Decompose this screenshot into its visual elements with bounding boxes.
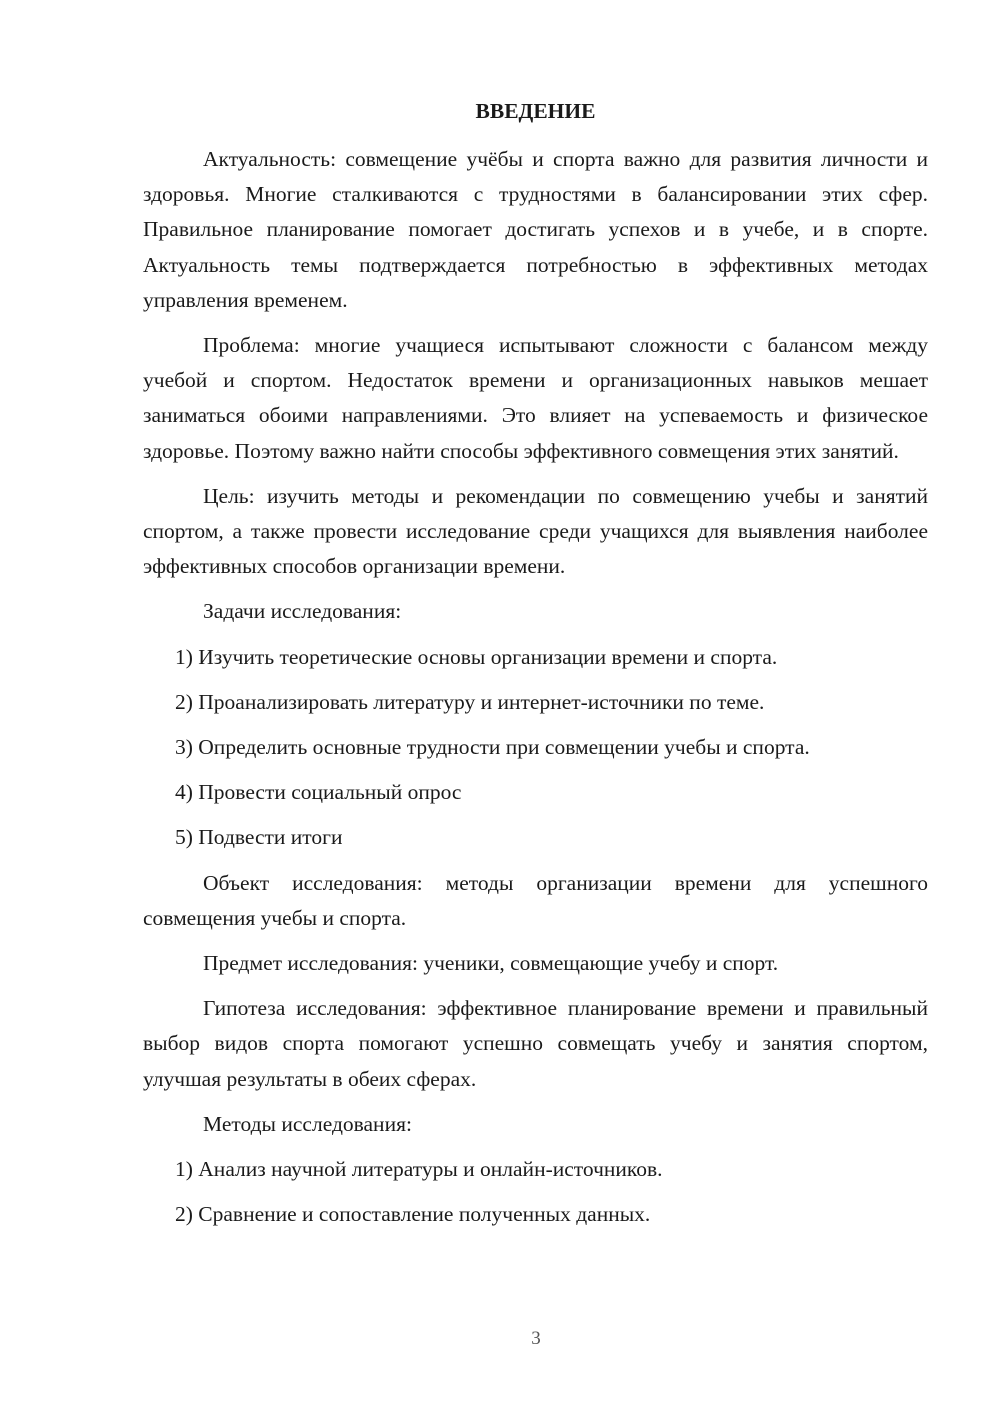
subject-paragraph: Предмет исследования: ученики, совмещающие учебу и спорт. xyxy=(203,951,779,976)
goal-paragraph: Цель: изучить методы и рекомендации по совмещению учебы и занятий спортом, а также провести исследование среди учащихся для выявления наиболее эффективных способов организации времени. xyxy=(143,483,928,579)
document-page xyxy=(143,94,928,1242)
tasks-label: Задачи исследования: xyxy=(203,599,402,624)
task-item-4: 4) Провести социальный опрос xyxy=(175,780,462,805)
method-item-2: 2) Сравнение и сопоставление полученных данных. xyxy=(175,1202,651,1227)
task-item-1: 1) Изучить теоретические основы организации времени и спорта. xyxy=(175,644,778,669)
methods-label: Методы исследования: xyxy=(203,1111,412,1136)
hypothesis-paragraph: Гипотеза исследования: эффективное планирование времени и правильный выбор видов спорта помогают успешно совмещать учебу и занятия спортом, улучшая результаты в обеих сферах. xyxy=(143,996,928,1091)
method-item-1: 1) Анализ научной литературы и онлайн-источников. xyxy=(175,1157,663,1182)
section-heading: ВВЕДЕНИЕ xyxy=(475,99,596,123)
page-number: 3 xyxy=(531,1328,541,1349)
problem-paragraph: Проблема: многие учащиеся испытывают сложности с балансом между учебой и спортом. Недостаток времени и организационных навыков мешает заниматься обоими направлениями. Это влияет на успеваемость и физическое здоровье. Поэтому важно найти способы эффективного совмещения этих занятий. xyxy=(143,333,928,463)
relevance-paragraph: Актуальность: совмещение учёбы и спорта важно для развития личности и здоровья. Многие сталкиваются с трудностями в балансировании этих сфер. Правильное планирование помогает достигать успехов и в учебе, и в спорте. Актуальность темы подтверждается потребностью в эффективных методах управления временем. xyxy=(143,147,928,312)
task-item-5: 5) Подвести итоги xyxy=(175,825,343,850)
object-paragraph: Объект исследования: методы организации времени для успешного совмещения учебы и спорта. xyxy=(143,870,928,930)
task-item-2: 2) Проанализировать литературу и интернет-источники по теме. xyxy=(175,689,765,714)
task-item-3: 3) Определить основные трудности при совмещении учебы и спорта. xyxy=(175,735,810,760)
